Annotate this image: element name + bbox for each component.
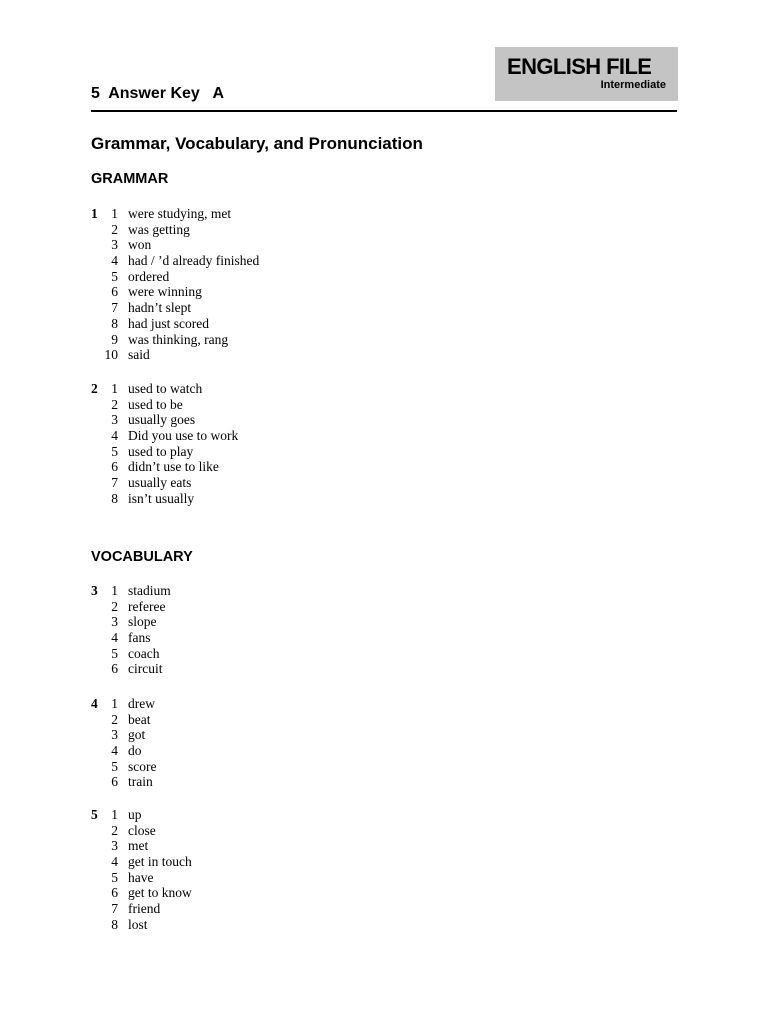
answer-item <box>91 237 491 253</box>
item-number: 7 <box>111 901 118 917</box>
answer-text: referee <box>128 598 166 614</box>
grammar-heading: GRAMMAR <box>91 171 169 187</box>
answer-text: isn’t usually <box>128 490 195 506</box>
answer-text: stadium <box>128 583 171 598</box>
item-number: 6 <box>111 284 118 300</box>
item-number: 9 <box>111 331 118 347</box>
answer-text: hadn’t slept <box>128 300 192 316</box>
answer-text: drew <box>128 696 155 711</box>
logo-title: ENGLISH FILE <box>507 54 652 79</box>
item-number: 6 <box>111 885 118 901</box>
item-number: 5 <box>111 758 118 774</box>
header-divider <box>91 110 677 112</box>
answer-item <box>91 712 491 728</box>
item-number: 6 <box>111 459 118 475</box>
answer-text: fans <box>128 630 151 646</box>
answer-text: beat <box>128 711 151 727</box>
answer-item <box>91 381 491 397</box>
answer-item <box>91 774 491 790</box>
answer-text: up <box>128 807 142 822</box>
answer-text: didn’t use to like <box>128 459 219 475</box>
item-number: 2 <box>111 598 118 614</box>
answer-text: usually eats <box>128 475 192 491</box>
english-file-logo <box>495 47 678 101</box>
item-number: 2 <box>111 396 118 412</box>
item-number: 5 <box>111 645 118 661</box>
answer-text: was getting <box>128 221 190 237</box>
exercise-4 <box>91 696 491 790</box>
answer-text: usually goes <box>128 412 196 428</box>
answer-text: get in touch <box>128 854 192 870</box>
vocabulary-heading: VOCABULARY <box>91 549 193 565</box>
exercise-number: 5 <box>91 807 98 822</box>
answer-item <box>91 823 491 839</box>
answer-text: do <box>128 743 142 759</box>
answer-item <box>91 397 491 413</box>
answer-item <box>91 838 491 854</box>
answer-item <box>91 807 491 823</box>
answer-item <box>91 222 491 238</box>
answer-text: train <box>128 774 153 790</box>
answer-item <box>91 583 491 599</box>
answer-item <box>91 300 491 316</box>
exercise-2 <box>91 381 491 507</box>
answer-text: get to know <box>128 885 192 901</box>
answer-text: were studying, met <box>128 206 232 221</box>
item-number: 5 <box>111 869 118 885</box>
answer-text: said <box>128 347 150 363</box>
item-number: 3 <box>111 614 118 630</box>
item-number: 4 <box>111 630 118 646</box>
item-number: 1 <box>111 583 118 598</box>
item-number: 3 <box>111 237 118 253</box>
answer-item <box>91 316 491 332</box>
answer-item <box>91 727 491 743</box>
answer-item <box>91 412 491 428</box>
item-number: 7 <box>111 300 118 316</box>
exercise-3 <box>91 583 491 677</box>
answer-item <box>91 901 491 917</box>
answer-text: ordered <box>128 268 170 284</box>
answer-text: had just scored <box>128 315 209 331</box>
answer-text: Did you use to work <box>128 428 239 444</box>
answer-item <box>91 854 491 870</box>
answer-text: slope <box>128 614 157 630</box>
item-number: 8 <box>111 916 118 932</box>
item-number: 3 <box>111 727 118 743</box>
answer-text: lost <box>128 916 148 932</box>
item-number: 8 <box>111 315 118 331</box>
exercise-number: 1 <box>91 206 98 221</box>
answer-item <box>91 917 491 933</box>
item-number: 4 <box>111 253 118 269</box>
answer-item <box>91 661 491 677</box>
exercise-1 <box>91 206 491 363</box>
exercise-number: 2 <box>91 381 98 396</box>
item-number: 5 <box>111 443 118 459</box>
answer-text: have <box>128 869 154 885</box>
answer-item <box>91 696 491 712</box>
answer-text: got <box>128 727 146 743</box>
answer-item <box>91 444 491 460</box>
item-number: 7 <box>111 475 118 491</box>
answer-item <box>91 743 491 759</box>
answer-text: were winning <box>128 284 202 300</box>
answer-item <box>91 630 491 646</box>
answer-text: used to be <box>128 396 183 412</box>
answer-item <box>91 253 491 269</box>
answer-text: won <box>128 237 152 253</box>
item-number: 4 <box>111 743 118 759</box>
answer-text: had / ’d already finished <box>128 253 260 269</box>
exercise-number: 4 <box>91 696 98 711</box>
answer-item <box>91 646 491 662</box>
answer-item <box>91 475 491 491</box>
item-number: 1 <box>111 696 118 711</box>
item-number: 4 <box>111 428 118 444</box>
answer-text: score <box>128 758 157 774</box>
exercise-number: 3 <box>91 583 98 598</box>
item-number: 2 <box>111 221 118 237</box>
section-title: Grammar, Vocabulary, and Pronunciation <box>91 134 423 153</box>
answer-item <box>91 759 491 775</box>
item-number: 6 <box>111 661 118 677</box>
item-number: 1 <box>111 381 118 396</box>
answer-item <box>91 885 491 901</box>
item-number: 3 <box>111 838 118 854</box>
answer-item <box>91 428 491 444</box>
answer-text: friend <box>128 901 161 917</box>
item-number: 2 <box>111 711 118 727</box>
logo-subtitle: Intermediate <box>600 79 666 91</box>
answer-text: close <box>128 822 156 838</box>
answer-item <box>91 459 491 475</box>
answer-text: used to watch <box>128 381 203 396</box>
item-number: 10 <box>104 347 118 363</box>
answer-text: coach <box>128 645 160 661</box>
answer-item <box>91 614 491 630</box>
answer-item <box>91 332 491 348</box>
answer-item <box>91 269 491 285</box>
answer-text: circuit <box>128 661 163 677</box>
item-number: 2 <box>111 822 118 838</box>
page-title: 5 Answer Key A <box>91 85 225 102</box>
item-number: 8 <box>111 490 118 506</box>
answer-text: was thinking, rang <box>128 331 229 347</box>
exercise-5 <box>91 807 491 933</box>
answer-item <box>91 284 491 300</box>
item-number: 5 <box>111 268 118 284</box>
answer-item <box>91 870 491 886</box>
item-number: 6 <box>111 774 118 790</box>
answer-item <box>91 599 491 615</box>
answer-text: used to play <box>128 443 194 459</box>
answer-text: met <box>128 838 149 854</box>
item-number: 1 <box>111 807 118 822</box>
answer-item <box>91 347 491 363</box>
item-number: 1 <box>111 206 118 221</box>
item-number: 4 <box>111 854 118 870</box>
item-number: 3 <box>111 412 118 428</box>
answer-item <box>91 491 491 507</box>
answer-item <box>91 206 491 222</box>
